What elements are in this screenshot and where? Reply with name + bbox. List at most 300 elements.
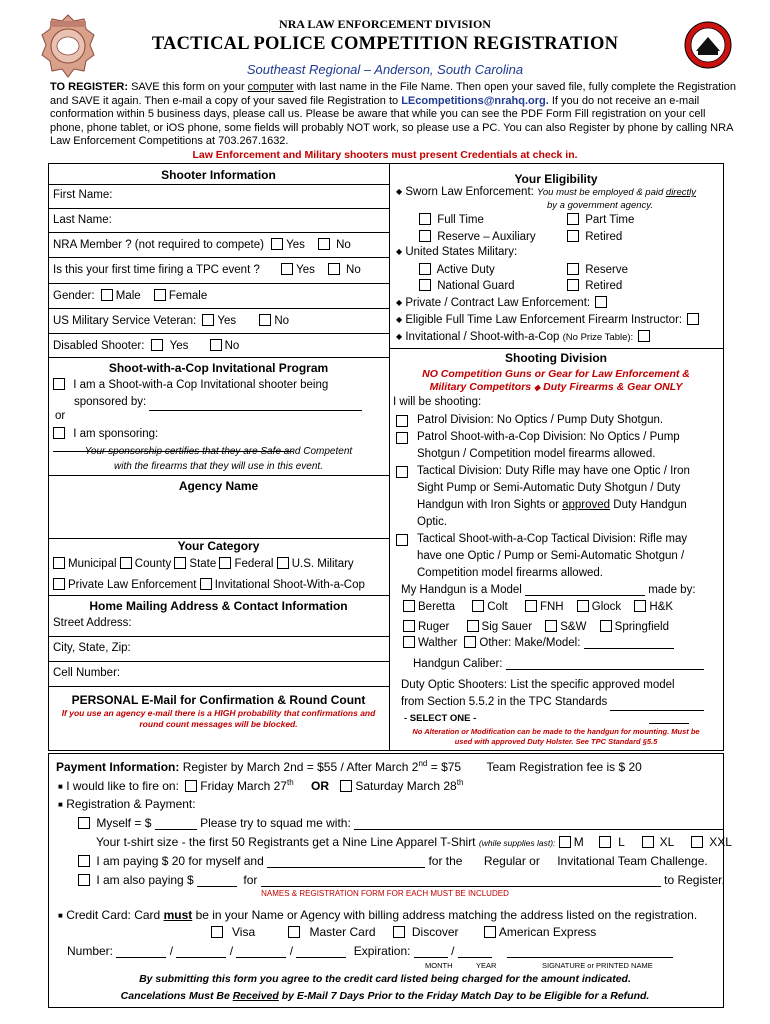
sworn-label: Sworn Law Enforcement: (405, 186, 534, 198)
or-label: or (55, 410, 66, 422)
mastercard-checkbox[interactable] (288, 926, 300, 938)
divider (48, 686, 389, 687)
expiration-label: Expiration: (353, 944, 411, 958)
full-time-checkbox[interactable] (419, 213, 431, 225)
part-time-checkbox[interactable] (567, 213, 579, 225)
maker-checkbox[interactable] (577, 600, 589, 612)
yes-label: Yes (286, 239, 305, 251)
sworn-row (396, 186, 722, 198)
optic-select-underline (649, 723, 689, 724)
card-label: Master Card (309, 925, 376, 939)
paying-20-row (78, 854, 708, 868)
makers-row-1 (403, 600, 673, 613)
optic-label-2: from Section 5.5.2 in the TPC Standards (401, 696, 608, 708)
card-number-field-1[interactable] (116, 957, 166, 958)
category-label: Private Law Enforcement (68, 579, 197, 591)
invitational-label: Invitational / Shoot-with-a-Cop (405, 331, 560, 343)
disabled-row (53, 339, 389, 352)
optic-note (401, 677, 704, 711)
square-bullet-icon: ■ (58, 782, 63, 791)
credentials-notice: Law Enforcement and Military shooters must present Credentials at check in. (192, 149, 578, 161)
diamond-bullet-icon: ◆ (396, 247, 403, 256)
for-the-label: for the (428, 854, 463, 868)
tactical-swac-checkbox[interactable] (396, 534, 408, 546)
size-xl-checkbox[interactable] (642, 836, 654, 848)
male-label: Male (115, 290, 141, 302)
divider (48, 661, 389, 662)
patrol-swac-label: Patrol Shoot-with-a-Cop Division: No Optics / Pump (417, 431, 680, 443)
female-label: Female (168, 290, 208, 302)
credit-label-2: be in your Name or Agency with billing address matching the address listed on the registration. (192, 908, 698, 922)
size-label: M (573, 835, 584, 849)
category-label: Invitational Shoot-With-a-Cop (214, 579, 365, 591)
tshirt-note: (while supplies last): (478, 838, 556, 848)
team-fee: Team Registration fee is $ 20 (486, 760, 642, 774)
saturday-checkbox[interactable] (340, 780, 352, 792)
maker-checkbox[interactable] (525, 600, 537, 612)
reg-payment-row (58, 797, 196, 811)
first-time-no-checkbox[interactable] (328, 263, 340, 275)
swac-sponsored-checkbox[interactable] (53, 378, 65, 390)
no-label: No (336, 239, 351, 251)
optic-select-value: - SELECT ONE - (404, 713, 477, 724)
payment-price-nd: nd (418, 759, 428, 768)
nra-member-no-checkbox[interactable] (318, 238, 330, 250)
email-link[interactable]: LEcompetitions@nrahq.org. (401, 94, 549, 107)
card-number-field-2[interactable] (176, 957, 226, 958)
maker-checkbox[interactable] (467, 620, 479, 632)
card-label: American Express (498, 925, 597, 939)
sworn-note: You must be employed & paid (537, 187, 666, 198)
regular-or-label: Regular or (483, 854, 540, 868)
paying-20-checkbox[interactable] (78, 855, 90, 867)
divider (389, 348, 723, 349)
makers-row-2 (403, 620, 669, 633)
maker-label: S&W (560, 621, 587, 633)
column-divider (389, 163, 390, 751)
cancel-received: Received (232, 990, 279, 1002)
divider (48, 357, 389, 358)
invitational-team-label: Invitational Team Challenge. (557, 854, 708, 868)
also-paying-checkbox[interactable] (78, 874, 90, 886)
cell-field[interactable] (53, 667, 383, 679)
instructions-text-2: with last name in the File Name. Then open your saved file, fully complete the Registration and SAVE it again. Then e-mail a copy of your saved file Registration to (50, 81, 736, 107)
nra-member-row (53, 238, 389, 251)
category-municipal-checkbox[interactable] (53, 557, 65, 569)
eligibility-checkbox-row (419, 279, 515, 292)
team-member-field[interactable] (267, 867, 425, 868)
maker-label: H&K (649, 601, 674, 613)
full-time-label: Full Time (437, 214, 484, 226)
first-time-yes-checkbox[interactable] (281, 263, 293, 275)
exp-month-field[interactable] (414, 957, 448, 958)
gender-male-checkbox[interactable] (101, 289, 113, 301)
year-label: YEAR (476, 961, 497, 970)
personal-email-title: PERSONAL E-Mail for Confirmation & Round Count (71, 693, 366, 707)
swac-sponsoring-checkbox[interactable] (53, 427, 65, 439)
no-label: No (224, 340, 240, 352)
military-retired-checkbox[interactable] (567, 279, 579, 291)
patrol-division-label: Patrol Division: No Optics / Pump Duty Shotgun. (417, 414, 664, 426)
category-row-2 (53, 578, 389, 591)
street-label: Street Address: (53, 617, 132, 629)
card-number-field-3[interactable] (236, 957, 286, 958)
card-number-row: Number: / / / Expiration: / (67, 944, 673, 958)
tshirt-row (96, 835, 732, 849)
square-bullet-icon: ■ (58, 911, 63, 920)
retired-label: Retired (585, 231, 623, 243)
personal-email-note (48, 708, 389, 730)
squad-label: Please try to squad me with: (200, 816, 351, 830)
first-time-label: Is this your first time firing a TPC event ? (53, 264, 260, 276)
yes-label: Yes (296, 264, 315, 276)
instructions-text: SAVE this form on your (131, 81, 248, 93)
veteran-no-checkbox[interactable] (259, 314, 271, 326)
retired-checkbox[interactable] (567, 230, 579, 242)
military-label: United States Military: (405, 246, 518, 258)
card-types-row (211, 925, 596, 939)
patrol-swac-checkbox[interactable] (396, 432, 408, 444)
category-label: U.S. Military (291, 558, 354, 570)
eligibility-checkbox-row (567, 279, 622, 292)
sponsorship-note (48, 444, 389, 474)
makers-row-3 (403, 636, 674, 649)
divider (48, 208, 389, 209)
made-by-label: made by: (648, 584, 696, 596)
card-number-field-4[interactable] (296, 957, 346, 958)
military-row (396, 246, 517, 258)
fire-on-row (58, 778, 463, 793)
last-name-label: Last Name: (53, 214, 112, 226)
disabled-label: Disabled Shooter: (53, 340, 145, 352)
sponsored-by-field[interactable] (149, 410, 362, 411)
amex-checkbox[interactable] (484, 926, 496, 938)
tactical-label-2: Sight Pump or Semi-Automatic Duty Shotgun / Duty (417, 482, 681, 494)
street-field[interactable] (53, 617, 383, 629)
agency-name-field[interactable] (50, 496, 386, 536)
payment-price-2: = $75 (427, 760, 462, 774)
tactical-division-checkbox[interactable] (396, 466, 408, 478)
paying-20-label: I am paying $ 20 for myself and (96, 854, 264, 868)
instructor-row (396, 313, 702, 326)
reserve-aux-checkbox[interactable] (419, 230, 431, 242)
payment-header (56, 759, 642, 774)
myself-label: Myself = $ (96, 816, 152, 830)
cancel-note-1: Cancelations Must Be (120, 990, 233, 1002)
cancel-note-2: by E-Mail 7 Days Prior to the Friday Match Day to be Eligible for a Refund. (278, 990, 650, 1002)
myself-amount-field[interactable] (155, 829, 197, 830)
disabled-yes-checkbox[interactable] (151, 339, 163, 351)
instructions (50, 81, 740, 149)
category-label: County (134, 558, 172, 570)
friday-label: Friday March 27 (200, 779, 287, 793)
veteran-yes-checkbox[interactable] (202, 314, 214, 326)
payment-label: Payment Information: (56, 760, 180, 774)
invitational-note: (No Prize Table): (562, 332, 634, 343)
tactical-label-3c: Duty Handgun (610, 499, 687, 511)
personal-email-note-line-1: If you use an agency e-mail there is a HIGH probability that confirmations and (61, 708, 376, 718)
credit-label: Credit Card: Card (66, 908, 164, 922)
alteration-note-line-2: used with approved Duty Holster. See TPC Standard §5.5 (454, 737, 658, 746)
to-register-label: to Register. (664, 873, 725, 887)
myself-row (78, 816, 724, 830)
fire-on-label: I would like to fire on: (66, 779, 179, 793)
maker-checkbox[interactable] (634, 600, 646, 612)
swac-sponsored-by-label: sponsored by: (74, 396, 147, 408)
signature-field[interactable] (507, 957, 673, 958)
for-label: for (243, 873, 258, 887)
walther-checkbox[interactable] (403, 636, 415, 648)
sworn-note-directly: directly (665, 187, 696, 198)
no-label: No (346, 264, 361, 276)
veteran-row (53, 314, 389, 327)
gender-label: Gender: (53, 290, 95, 302)
category-label: Municipal (68, 558, 117, 570)
invitational-checkbox[interactable] (638, 330, 650, 342)
alteration-note (389, 727, 723, 747)
other-maker-field[interactable] (584, 648, 674, 649)
last-name-field[interactable] (53, 214, 383, 226)
gender-female-checkbox[interactable] (154, 289, 166, 301)
mailing-title: Home Mailing Address & Contact Information (89, 599, 348, 613)
size-label: L (618, 835, 625, 849)
caliber-label: Handgun Caliber: (413, 658, 503, 670)
category-military-checkbox[interactable] (277, 557, 289, 569)
page-title: TACTICAL POLICE COMPETITION REGISTRATION (151, 34, 619, 54)
no-label: No (274, 315, 290, 327)
month-label: MONTH (425, 961, 453, 970)
myself-checkbox[interactable] (78, 817, 90, 829)
maker-checkbox[interactable] (545, 620, 557, 632)
handgun-model-row (401, 584, 696, 596)
maker-label: Glock (591, 601, 622, 613)
first-name-label: First Name: (53, 189, 113, 201)
first-name-field[interactable] (53, 189, 383, 201)
also-paying-label: I am also paying $ (96, 873, 194, 887)
friday-th: th (286, 778, 294, 787)
tactical-label: Tactical Division: Duty Rifle may have one Optic / Iron (417, 465, 690, 477)
also-paying-name-field[interactable] (261, 886, 661, 887)
first-time-row (53, 263, 389, 276)
private-row (396, 296, 610, 309)
discover-checkbox[interactable] (393, 926, 405, 938)
eligibility-title: Your Eligibility (514, 172, 598, 186)
divider (48, 257, 389, 258)
other-maker-label: Other: Make/Model: (479, 637, 581, 649)
saturday-label: Saturday March 28 (355, 779, 457, 793)
part-time-label: Part Time (585, 214, 635, 226)
maker-checkbox[interactable] (403, 620, 415, 632)
category-county-checkbox[interactable] (120, 557, 132, 569)
friday-checkbox[interactable] (185, 780, 197, 792)
divider (48, 475, 389, 476)
division-warning (389, 368, 723, 394)
agency-title: Agency Name (178, 479, 259, 493)
swac-sponsored-row (53, 377, 389, 411)
payment-price: Register by March 2nd = $55 / After March 2 (182, 760, 419, 774)
diamond-bullet-icon: ◆ (396, 332, 403, 341)
active-duty-checkbox[interactable] (419, 263, 431, 275)
shooter-info-title: Shooter Information (161, 168, 276, 182)
yes-label: Yes (217, 315, 237, 327)
also-paying-row (78, 873, 725, 887)
active-duty-label: Active Duty (436, 264, 495, 276)
square-bullet-icon: ■ (58, 800, 63, 809)
swac-sponsoring-label: I am sponsoring: (73, 428, 159, 440)
agree-note: By submitting this form you agree to the credit card listed being charged for the amount indicated. (139, 973, 631, 985)
shooting-division-title: Shooting Division (505, 351, 607, 365)
size-l-checkbox[interactable] (599, 836, 611, 848)
divider (48, 595, 389, 596)
size-xxl-checkbox[interactable] (691, 836, 703, 848)
card-label: Discover (411, 925, 459, 939)
category-federal-checkbox[interactable] (219, 557, 231, 569)
division-warning-line-1: NO Competition Guns or Gear for Law Enforcement & (422, 368, 690, 380)
disabled-no-checkbox[interactable] (210, 339, 222, 351)
exp-year-field[interactable] (458, 957, 492, 958)
other-maker-checkbox[interactable] (464, 636, 476, 648)
patrol-division-checkbox[interactable] (396, 415, 408, 427)
category-label: Federal (234, 558, 274, 570)
divider (48, 308, 389, 309)
maker-label: Beretta (418, 601, 456, 613)
maker-label: Sig Sauer (481, 621, 533, 633)
eligibility-checkbox-row (419, 213, 484, 226)
walther-label: Walther (418, 637, 458, 649)
veteran-label: US Military Service Veteran: (53, 315, 197, 327)
number-label: Number: (67, 944, 114, 958)
page-subtitle: Southeast Regional – Anderson, South Carolina (246, 62, 524, 77)
also-paying-amount-field[interactable] (197, 886, 237, 887)
tactical-approved: approved (562, 499, 611, 511)
invitational-row (396, 330, 653, 343)
card-label: Visa (232, 925, 256, 939)
personal-email-note-line-2: round count messages will be blocked. (139, 719, 298, 729)
category-invitational-checkbox[interactable] (200, 578, 212, 590)
tswac-label-2: have one Optic / Pump or Semi-Automatic Shotgun / (417, 550, 685, 562)
maker-checkbox[interactable] (600, 620, 612, 632)
patrol-swac-label-2: Shotgun / Competition model firearms allowed. (417, 448, 656, 460)
tswac-label-3: Competition model firearms allowed. (417, 567, 603, 579)
reserve-aux-label: Reserve – Auxiliary (437, 231, 536, 243)
sworn-note-2: by a government agency. (547, 200, 653, 211)
maker-label: Colt (487, 601, 508, 613)
maker-label: Ruger (418, 621, 450, 633)
instructions-computer: computer (247, 81, 294, 93)
names-note: NAMES & REGISTRATION FORM FOR EACH MUST BE INCLUDED (261, 889, 509, 898)
sponsorship-note-line-2: with the firearms that they will use in this event. (114, 461, 323, 472)
eligibility-checkbox-row (567, 263, 628, 276)
caliber-row (413, 658, 704, 670)
size-label: XXL (709, 835, 732, 849)
size-label: XL (659, 835, 674, 849)
tshirt-label: Your t-shirt size - the first 50 Registrants get a Nine Line Apparel T-Shirt (96, 835, 476, 849)
instructions-text-3: If you do not receive an e-mail conformation within 5 business days, please call us. Please be aware that while you can see the PDF Form Fill registration on your cell phone, phone tablet, or iOS phone, some fields will probably NOT work, so please use a PC. You can also Register by phone by calling NRA Law Enforcement Competitions at 703.267.1632. (50, 94, 733, 147)
optic-field[interactable] (610, 710, 704, 711)
saturday-th: th (456, 778, 464, 787)
or-label: OR (310, 779, 329, 793)
category-state-checkbox[interactable] (174, 557, 186, 569)
cell-label: Cell Number: (53, 667, 121, 679)
swac-title: Shoot-with-a-Cop Invitational Program (108, 361, 329, 375)
reg-payment-label: Registration & Payment: (66, 797, 196, 811)
city-field[interactable] (53, 642, 383, 654)
squad-field[interactable] (354, 829, 724, 830)
category-row-1 (53, 557, 389, 570)
eligibility-checkbox-row (567, 230, 622, 243)
will-be-shooting-label: I will be shooting: (393, 396, 482, 408)
visa-checkbox[interactable] (211, 926, 223, 938)
divider (48, 333, 389, 334)
nra-member-label: NRA Member ? (not required to compete) (53, 239, 264, 251)
nra-member-yes-checkbox[interactable] (271, 238, 283, 250)
credit-card-row (58, 908, 697, 922)
division-warning-line-2: Military Competitors (429, 381, 532, 393)
military-reserve-label: Reserve (585, 264, 629, 276)
private-checkbox[interactable] (595, 296, 607, 308)
must-label: must (163, 908, 193, 922)
handgun-model-field[interactable] (525, 595, 645, 596)
personal-email-field[interactable] (50, 732, 386, 749)
instructor-label: Eligible Full Time Law Enforcement Firearm Instructor: (405, 314, 683, 326)
caliber-field[interactable] (506, 669, 704, 670)
eligibility-checkbox-row (419, 230, 536, 243)
instructor-checkbox[interactable] (687, 313, 699, 325)
cancel-note (0, 990, 770, 1002)
yes-label: Yes (169, 340, 189, 352)
swac-sponsored-label: I am a Shoot-with-a Cop Invitational shooter being (73, 379, 329, 391)
optic-label: Duty Optic Shooters: List the specific approved model (401, 679, 675, 691)
divider (48, 184, 389, 185)
tswac-label: Tactical Shoot-with-a-Cop Tactical Division: Rifle may (417, 533, 688, 545)
tactical-label-4: Optic. (417, 516, 448, 528)
divider (48, 232, 389, 233)
diamond-bullet-icon: ◆ (396, 298, 403, 307)
category-title: Your Category (177, 539, 260, 553)
signature-label: SIGNATURE or PRINTED NAME (542, 961, 653, 970)
private-label: Private / Contract Law Enforcement: (405, 297, 591, 309)
military-retired-label: Retired (585, 280, 623, 292)
category-label: State (189, 558, 217, 570)
diamond-bullet-icon: ◆ (534, 383, 541, 392)
maker-label: FNH (539, 601, 564, 613)
eligibility-checkbox-row (419, 263, 495, 276)
maker-label: Springfield (614, 621, 669, 633)
division-options (396, 412, 722, 582)
category-private-checkbox[interactable] (53, 578, 65, 590)
divider (48, 283, 389, 284)
alteration-note-line-1: No Alteration or Modification can be made to the handgun for mounting. Must be (412, 727, 700, 736)
division-heading: NRA LAW ENFORCEMENT DIVISION (279, 17, 491, 31)
diamond-bullet-icon: ◆ (396, 187, 403, 196)
size-m-checkbox[interactable] (559, 836, 571, 848)
optic-select[interactable] (404, 713, 704, 724)
national-guard-label: National Guard (437, 280, 515, 292)
eligibility-checkbox-row (567, 213, 634, 226)
tactical-label-3: Handgun with Iron Sights or (417, 499, 563, 511)
maker-checkbox[interactable] (472, 600, 484, 612)
divider (48, 636, 389, 637)
maker-checkbox[interactable] (403, 600, 415, 612)
handgun-model-label: My Handgun is a Model (401, 584, 522, 596)
instructions-label: TO REGISTER: (50, 81, 129, 93)
city-label: City, State, Zip: (53, 642, 131, 654)
national-guard-checkbox[interactable] (419, 279, 431, 291)
diamond-bullet-icon: ◆ (396, 315, 403, 324)
gender-row (53, 289, 389, 302)
military-reserve-checkbox[interactable] (567, 263, 579, 275)
division-warning-line-3: Duty Firearms & Gear ONLY (543, 381, 683, 393)
